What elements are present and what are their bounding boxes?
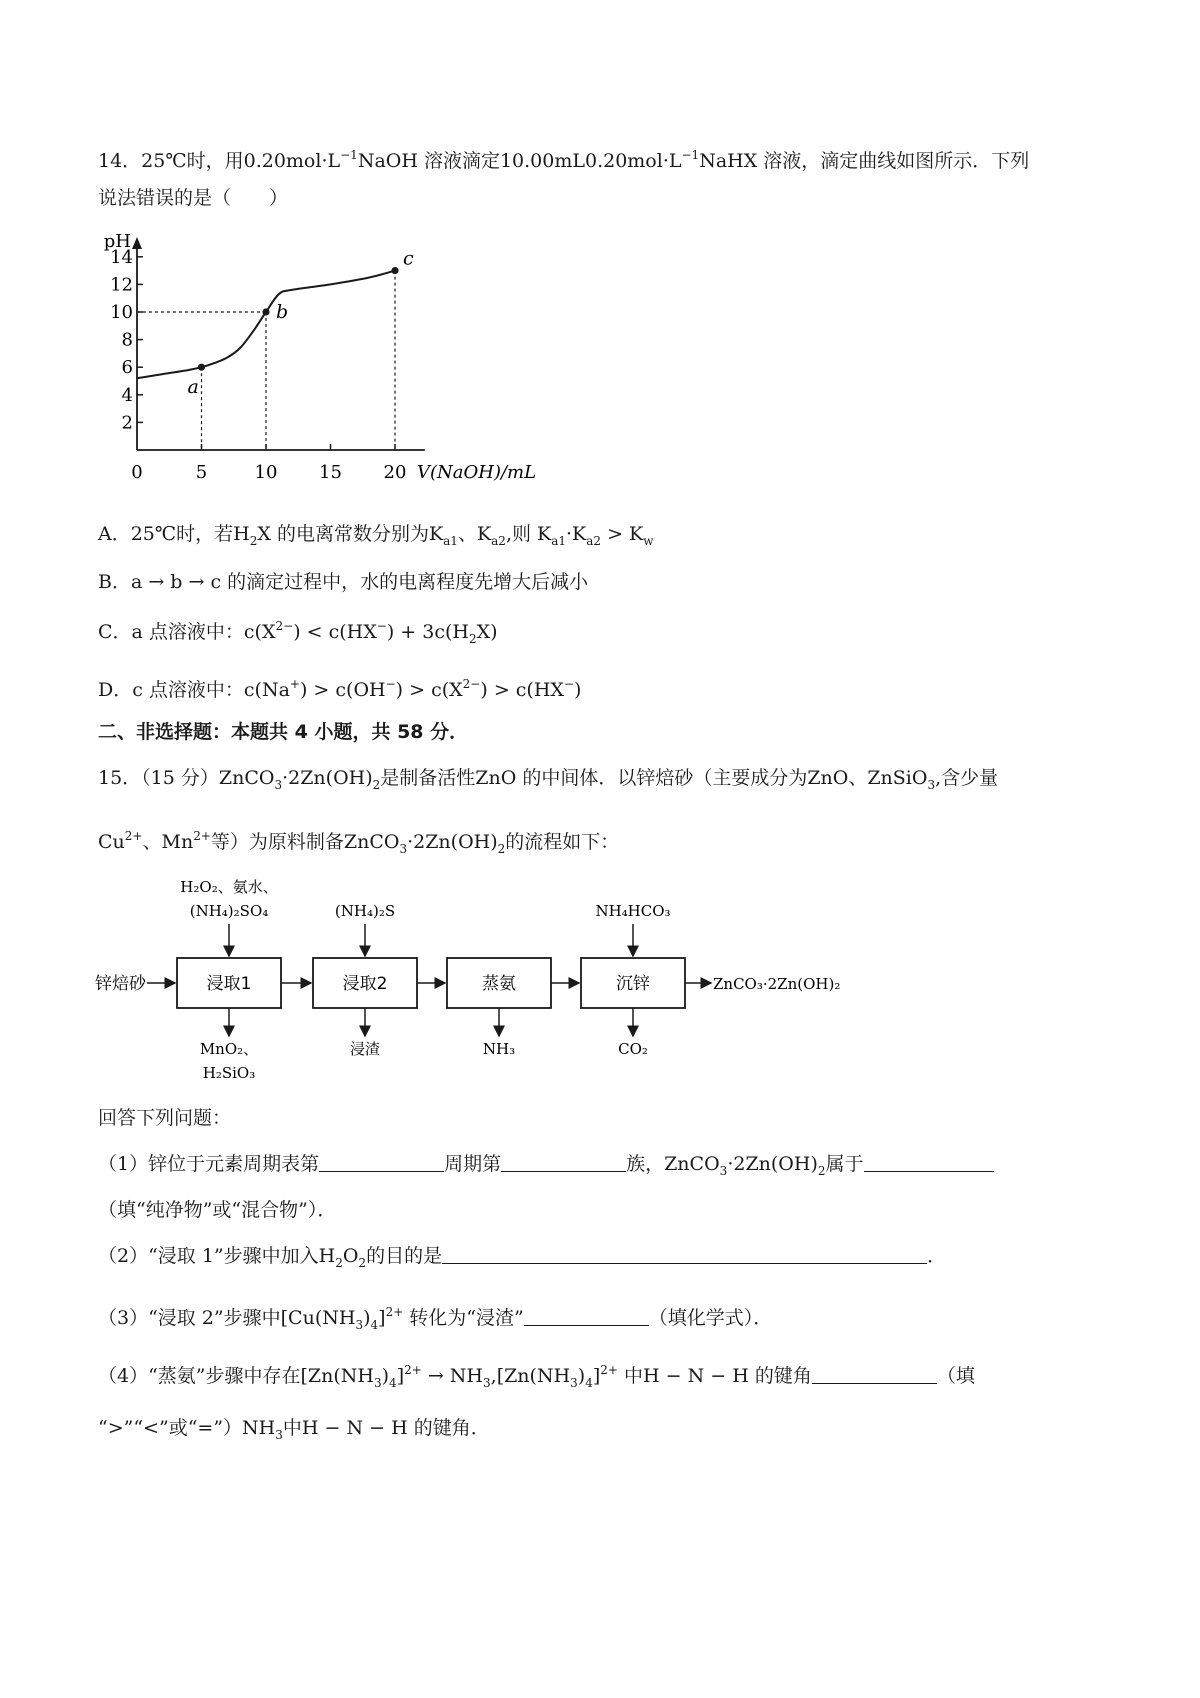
x-tick-label: 10	[254, 462, 278, 483]
q15-answer-prompt: 回答下列问题：	[98, 1107, 232, 1129]
q15-sub4-line2: “>”“<”或“$=”)NH_3$中H − N − H 的键角．	[98, 1417, 490, 1442]
flow-step-label-2: 浸取2	[342, 974, 388, 994]
flow-output-1-line1: MnO₂、	[199, 1040, 259, 1058]
y-tick-label: 2	[121, 412, 133, 434]
answer-blank-group[interactable]	[501, 1151, 626, 1172]
flow-input-4: NH₄HCO₃	[595, 902, 671, 920]
flow-output-2: 浸渣	[349, 1040, 381, 1058]
data-point-b	[262, 308, 269, 315]
answer-blank-bond-angle[interactable]	[812, 1363, 937, 1384]
q14-stem-line2: 说法错误的是（ ）	[98, 187, 289, 209]
x-tick-label: 20	[383, 462, 407, 483]
y-tick-label: 12	[110, 274, 133, 296]
q15-stem-line1: 15．（15 分）$ZnCO_3\cdot 2Zn(OH)_2$是制备活性ZnO 的中间体．以锌焙砂（主要成分为ZnO、ZnSiO$_3$,含少量	[98, 767, 999, 792]
y-tick-label: 4	[121, 384, 133, 406]
flow-step-label-4: 沉锌	[616, 974, 650, 994]
data-point-label-b: b	[276, 301, 289, 323]
flow-output-3: NH₃	[482, 1040, 516, 1058]
y-tick-label: 10	[110, 302, 133, 323]
q14-stem-line1: 14．25℃时，用$0.20mol\cdot L^{-1}NaOH$ 溶液滴定$10.00mL0.20mol\cdot L^{-1}NaHX$ 溶液，滴定曲线如图所示．下列	[98, 148, 1030, 172]
answer-blank-h2o2-purpose[interactable]	[442, 1243, 927, 1264]
q15-sub1-line1: （1）锌位于元素周期表第 周期第 族，$ZnCO_3\cdot 2Zn(OH)_2$属于	[98, 1150, 994, 1185]
q14-option-c[interactable]: C．a 点溶液中：$c(X^{2-}) < c(HX^-) + 3c(H_2X)$	[98, 619, 498, 646]
data-point-label-a: a	[187, 376, 199, 399]
q15-sub4-line1: （4）“蒸氨”步骤中存在$[Zn(NH_3)_4]^{2+} \to NH_3,[Zn(NH_3)_4]^{2+}$ 中H − N − H 的键角 （填	[98, 1363, 975, 1390]
answer-blank-substance-type[interactable]	[864, 1151, 994, 1172]
y-tick-label: 14	[110, 246, 133, 268]
flow-start-label: 锌焙砂	[95, 974, 146, 994]
q15-stem-line2: $Cu^{2+}$、$Mn^{2+}$等）为原料制备$ZnCO_3\cdot 2Zn(OH)_2$的流程如下：	[98, 829, 620, 856]
data-point-label-c: c	[403, 247, 414, 270]
q15-sub3: （3）“浸取 2”步骤中$[Cu(NH_3)_4]^{2+}$ 转化为“浸渣” （填化学式）．	[98, 1305, 773, 1332]
flow-output-4: CO₂	[618, 1040, 648, 1058]
flow-step-label-3: 蒸氨	[482, 974, 516, 994]
y-axis-label: pH	[103, 231, 131, 252]
y-tick-label: 6	[121, 357, 133, 379]
y-axis-arrowhead	[132, 237, 142, 249]
flow-input-1-line1: H₂O₂、氨水、	[180, 878, 278, 896]
flow-step-label-1: 浸取1	[206, 974, 252, 994]
y-tick-label: 8	[121, 329, 133, 351]
q15-sub1-line2: （填“纯净物”或“混合物”）．	[98, 1199, 337, 1221]
flow-input-2: (NH₄)₂S	[334, 902, 396, 920]
answer-blank-period[interactable]	[319, 1151, 444, 1172]
q14-option-b[interactable]: B．a → b → c 的滴定过程中，水的电离程度先增大后减小	[98, 571, 589, 593]
process-flow-diagram	[95, 870, 855, 1095]
flow-product-label: ZnCO₃·2Zn(OH)₂	[713, 975, 841, 993]
x-tick-label: 0	[131, 462, 143, 483]
data-point-c	[391, 267, 398, 274]
x-tick-label: 15	[319, 462, 342, 483]
q14-option-a[interactable]: A．25℃时，若$H_2X$ 的电离常数分别为$K_{a1}$、$K_{a2}$,则 $K_{a1}\cdot K_{a2} > K_w$	[98, 523, 654, 548]
section-2-title: 二、非选择题：本题共 4 小题，共 58 分．	[98, 721, 469, 743]
q14-option-d[interactable]: D．c 点溶液中：$c(Na^+) > c(OH^-) > c(X^{2-}) > c(HX^-)$	[98, 677, 582, 701]
answer-blank-residue-formula[interactable]	[524, 1305, 649, 1326]
flow-output-1-line2: H₂SiO₃	[202, 1064, 256, 1082]
data-point-a	[198, 364, 205, 371]
flow-input-1-line2: (NH₄)₂SO₄	[189, 902, 269, 920]
x-axis-label: V(NaOH)/mL	[417, 462, 537, 483]
x-tick-label: 5	[195, 462, 208, 483]
q15-sub2: （2）“浸取 1”步骤中加入$H_2O_2$的目的是 ．	[98, 1245, 947, 1270]
titration-curve-chart	[100, 228, 570, 498]
